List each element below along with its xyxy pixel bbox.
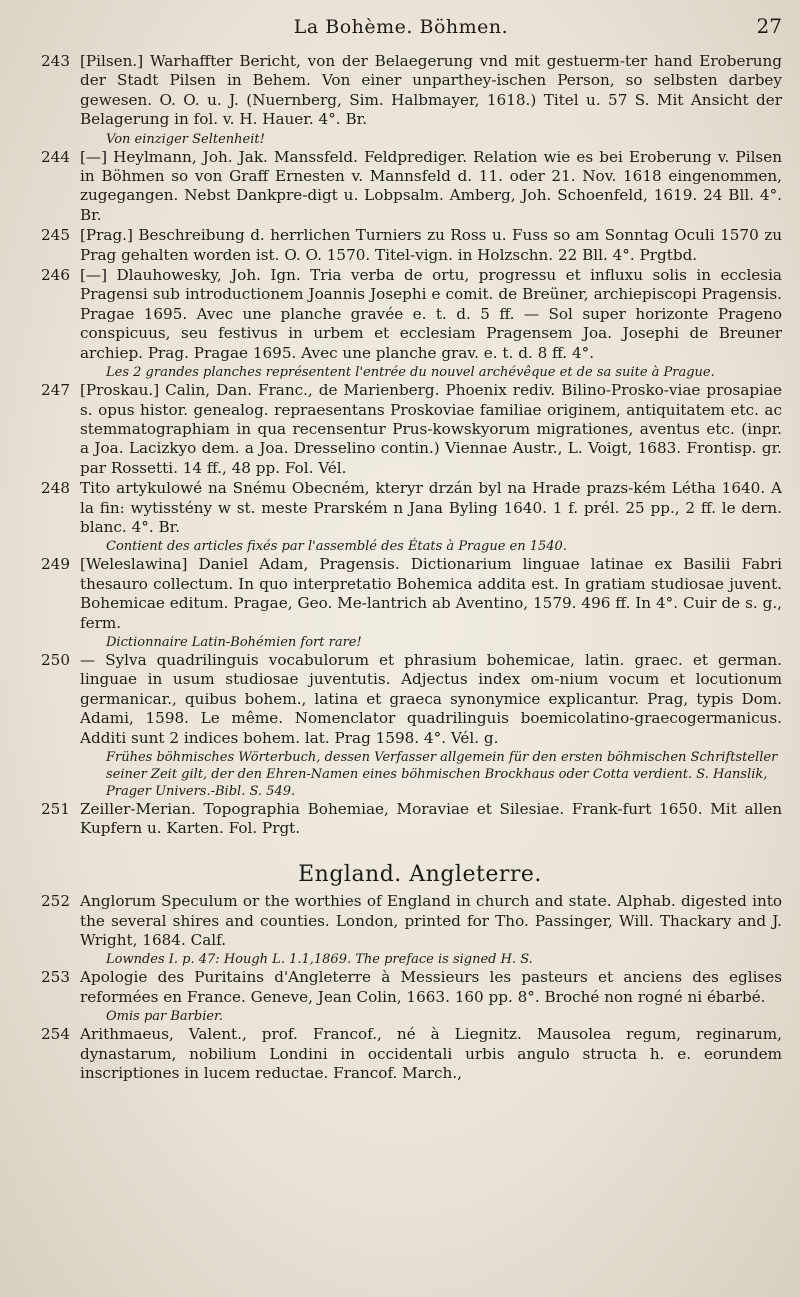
entry-text: Apologie des Puritains d'Angleterre à Messieurs les pasteurs et anciens des eglises reformées en France. Geneve, Jean Colin, 1663. 160 pp. 8°. Broché non rogné ni ébarbé. — [80, 968, 782, 1006]
section-england — [18, 892, 782, 1083]
entry-number: 250 — [41, 650, 70, 669]
page-header — [60, 14, 782, 44]
entry-text: [—] Dlauhowesky, Joh. Ign. Tria verba de ortu, progressu et influxu solis in ecclesia Pragensi sub introductionem Joannis Josephi e comit. de Breüner, archiepiscopi Pragensis. Pragae 1695. Avec une planche gravée e. t. d. 5 ff. — Sol super horizonte Prageno conspicuus, seu festivus in urbem et ecclesiam Pragensem Joa. Josephi de Breuner archiep. Prag. Pragae 1695. Avec une planche grav. e. t. d. 8 ff. 4°. — [80, 266, 782, 362]
entry-note: Omis par Barbier. — [106, 1009, 223, 1025]
entry-number: 248 — [41, 479, 70, 498]
entry-number: 249 — [41, 555, 70, 574]
entry-note: Dictionnaire Latin-Bohémien fort rare! — [106, 634, 362, 650]
entry-note: Contient des articles fixés par l'assemblé des États à Prague en 1540. — [106, 539, 567, 555]
entry-number: 252 — [41, 892, 70, 911]
page-number: 27 — [756, 14, 782, 38]
catalogue-entry — [18, 968, 782, 1007]
entry-number: 254 — [41, 1025, 70, 1044]
running-title: La Bohème. Böhmen. — [293, 16, 509, 38]
catalogue-entry — [18, 52, 782, 130]
entry-number: 243 — [41, 52, 70, 70]
section-title-england: England. Angleterre. — [298, 861, 542, 887]
catalogue-entry — [18, 381, 782, 478]
entry-text: Arithmaeus, Valent., prof. Francof., né à Liegnitz. Mausolea regum, reginarum, dynastarum, nobilium Londini in occidentali urbis angulo structa h. e. eorundem inscriptiones in lucem reductae. Francof. March., — [80, 1025, 782, 1083]
entry-text: [Pilsen.] Warhaffter Bericht, von der Belaegerung vnd mit gestuerm-ter hand Eroberung der Stadt Pilsen in Behem. Von einer unparthey-ischen Person, so selbsten darbey gewesen. O. O. u. J. (Nuernberg, Sim. Halbmayer, 1618.) Titel u. 57 S. Mit Ansicht der Belagerung in fol. v. H. Hauer. 4°. Br. — [80, 52, 782, 129]
entry-note: Von einziger Seltenheit! — [106, 131, 265, 147]
entry-note: Les 2 grandes planches représentent l'entrée du nouvel archévêque et de sa suite à Prague. — [106, 365, 715, 381]
entry-number: 251 — [41, 800, 70, 818]
catalogue-entry — [18, 148, 782, 226]
entry-text: Anglorum Speculum or the worthies of England in church and state. Alphab. digested into the several shires and counties. London, printed for Tho. Passinger, Will. Thackary and J. Wright, 1684. Calf. — [80, 892, 782, 950]
entry-number: 246 — [41, 266, 70, 285]
entry-text: [Weleslawina] Daniel Adam, Pragensis. Dictionarium linguae latinae ex Basilii Fabri thesauro collectum. In quo interpretatio Bohemica addita est. In gratiam studiosae juvent. Bohemicae editum. Pragae, Geo. Me-lantrich ab Aventino, 1579. 496 ff. In 4°. Cuir de s. g., ferm. — [80, 555, 782, 632]
catalogue-entry — [18, 1025, 782, 1083]
entry-number: 247 — [41, 381, 70, 400]
catalogue-entry — [18, 555, 782, 633]
catalogue-entry — [18, 266, 782, 363]
entry-number: 245 — [41, 226, 70, 245]
catalogue-entry — [18, 800, 782, 839]
catalogue-entry — [18, 479, 782, 537]
catalogue-entry — [18, 226, 782, 265]
entry-text: [Proskau.] Calin, Dan. Franc., de Marienberg. Phoenix rediv. Bilino-Prosko-viae prosapiae s. opus histor. genealog. repraesentans Proskoviae familiae originem, antiquitatem etc. ac stemmatographiam in qua recensentur Prus-kowskyorum migrationes, aventus etc. (inpr. a Joa. Lacizkyo dem. a Joa. Dresselino contin.) Viennae Austr., L. Voigt, 1683. Frontisp. gr. par Rossetti. 14 ff., 48 pp. Fol. Vél. — [80, 381, 782, 477]
entry-text: [Prag.] Beschreibung d. herrlichen Turniers zu Ross u. Fuss so am Sonntag Oculi 1570 zu Prag gehalten worden ist. O. O. 1570. Titel-vign. in Holzschn. 22 Bll. 4°. Prgtbd. — [80, 226, 782, 264]
entry-number: 244 — [41, 147, 70, 166]
entry-text: — Sylva quadrilinguis vocabulorum et phrasium bohemicae, latin. graec. et german. linguae in usum studiosae juventutis. Adjectus index om-nium vocum et locutionum germanicar., quibus bohem., latina et graeca synonymice explicantur. Prag, typis Dom. Adami, 1598. Le même. Nomenclator quadrilinguis boemicolatino-graecogermanicus. Additi sunt 2 indices bohem. lat. Prag 1598. 4°. Vél. g. — [80, 650, 782, 747]
entry-text: Tito artykulowé na Snému Obecném, kteryr drzán byl na Hrade prazs-kém Létha 1640. A la fin: wytisstény w st. meste Prarském n Jana Byling 1640. 1 f. prél. 25 pp., 2 ff. le dern. blanc. 4°. Br. — [80, 479, 782, 536]
catalogue-entry — [18, 892, 782, 950]
entry-number: 253 — [41, 968, 70, 987]
section-bohemia — [18, 52, 782, 839]
catalogue-content — [18, 52, 782, 1084]
catalogue-entry — [18, 651, 782, 748]
entry-text: Zeiller-Merian. Topographia Bohemiae, Moraviae et Silesiae. Frank-furt 1650. Mit allen Kupfern u. Karten. Fol. Prgt. — [80, 800, 782, 838]
entry-note: Frühes böhmisches Wörterbuch, dessen Verfasser allgemein für den ersten böhmischen Schriftsteller seiner Zeit gilt, der den Ehren-Namen eines böhmischen Brockhaus oder Cotta verdient. S. Hanslik, Prager Univers.-Bibl. S. 549. — [106, 750, 778, 799]
entry-text: [—] Heylmann, Joh. Jak. Manssfeld. Feldprediger. Relation wie es bei Eroberung v. Pilsen in Böhmen so von Graff Ernesten v. Mannsfeld d. 11. oder 21. Nov. 1618 eingenommen, zugegangen. Nebst Dankpre-digt u. Lobpsalm. Amberg, Joh. Schoenfeld, 1619. 24 Bll. 4°. Br. — [80, 147, 782, 224]
entry-note: Lowndes I. p. 47: Hough L. 1.1,1869. The preface is signed H. S. — [106, 952, 533, 968]
